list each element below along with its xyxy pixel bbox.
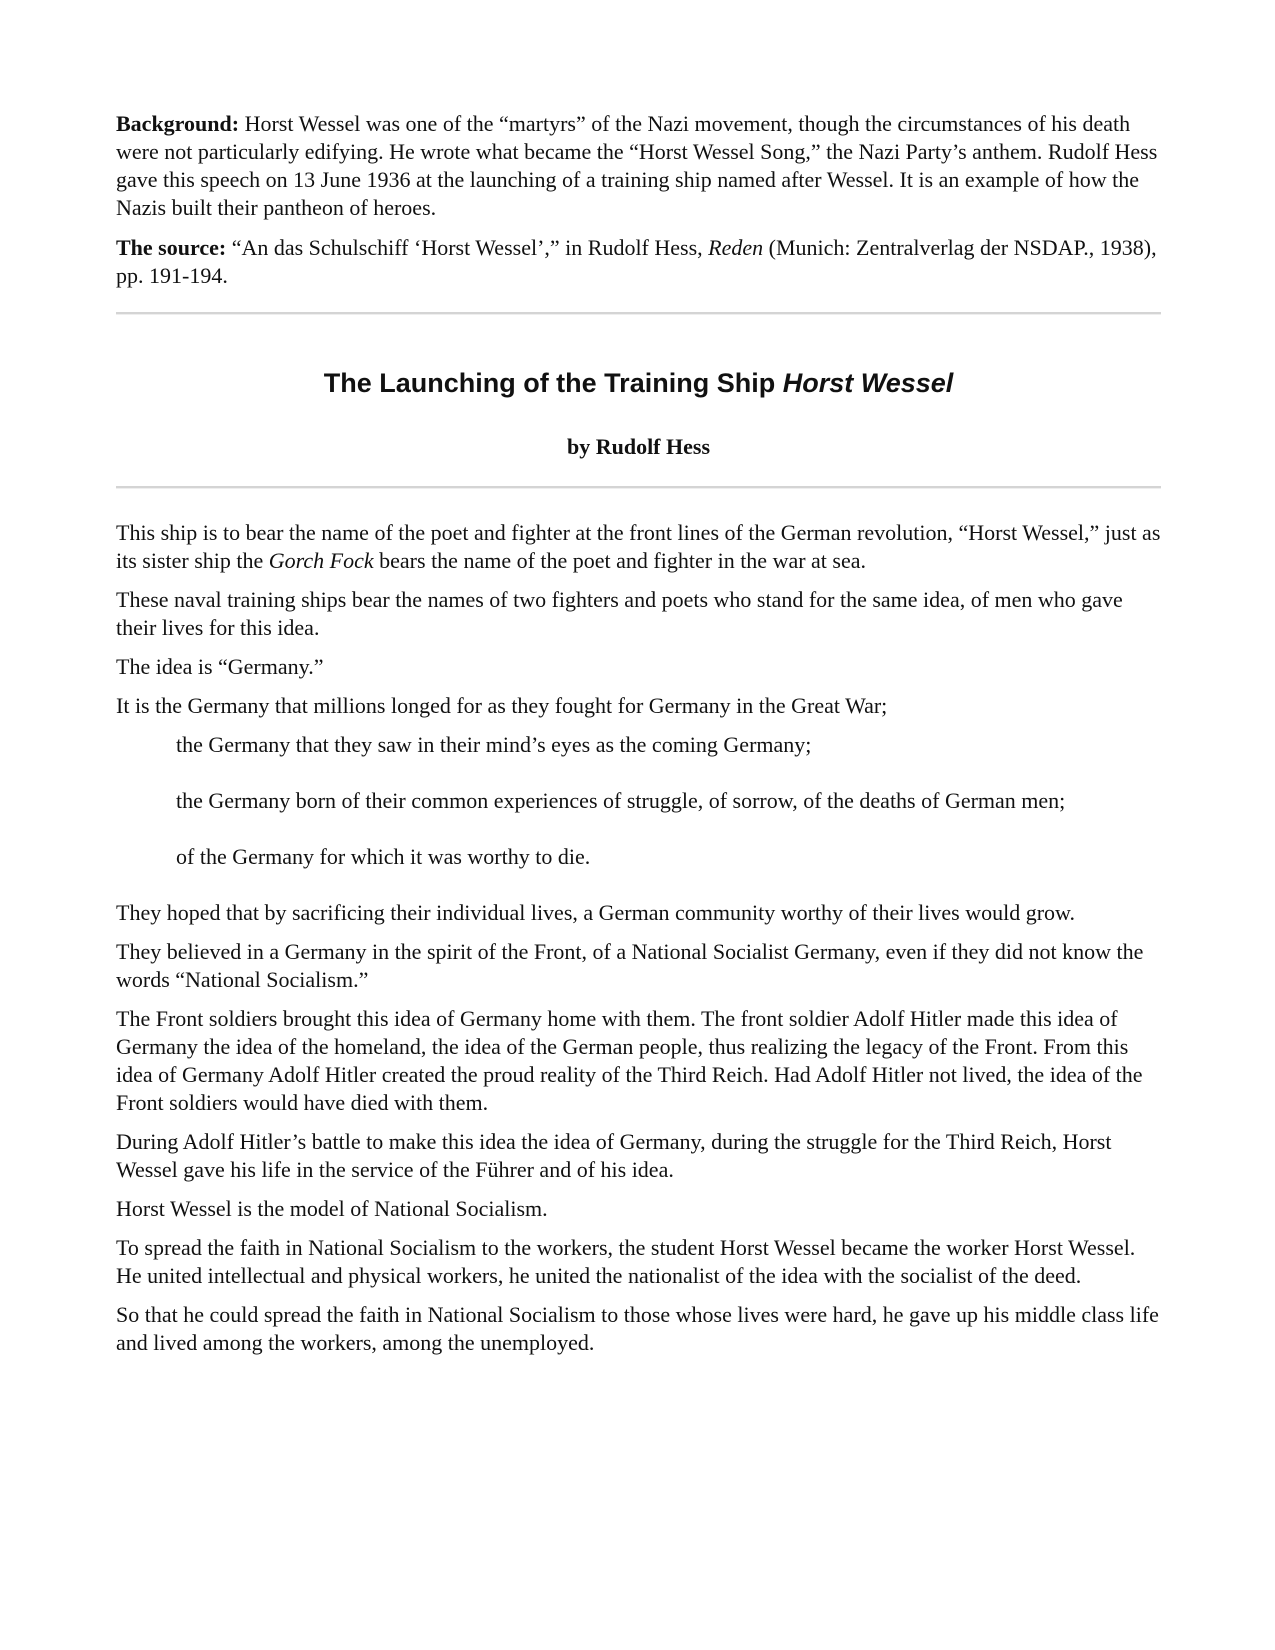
- source-book-title: Reden: [708, 235, 764, 260]
- p1-text-start: This ship is to bear the name of the poet and fighter at the front lines of the German revolution, “Horst Wessel,” just as its sister ship the: [116, 520, 1161, 573]
- body-paragraph-4: It is the Germany that millions longed for as they fought for Germany in the Great War;: [116, 693, 888, 718]
- body-paragraph-6: They believed in a Germany in the spirit of the Front, of a National Socialist Germany, even if they did not know the words “National Socialism.”: [116, 939, 1144, 992]
- indented-block: [176, 731, 1161, 871]
- body-paragraph-3: The idea is “Germany.”: [116, 654, 324, 679]
- byline: by Rudolf Hess: [566, 434, 711, 459]
- source-text-end: (Munich: Zentralverlag der NSDAP., 1938), pp. 191-194.: [116, 235, 1157, 288]
- body-paragraph-1: [116, 519, 1161, 575]
- top-divider: [116, 312, 1161, 315]
- background-paragraph: [116, 110, 1161, 222]
- bottom-divider: [116, 486, 1161, 489]
- background-text: Horst Wessel was one of the “martyrs” of the Nazi movement, though the circumstances of his death were not particularly edifying. He wrote what became the “Horst Wessel Song,” the Nazi Party’s anthem. Rudolf Hess gave this speech on 13 June 1936 at the launching of a training ship named after Wessel. It is an example of how the Nazis built their pantheon of heroes.: [116, 111, 1158, 220]
- speech-body: [116, 519, 1161, 1357]
- indented-line-1: the Germany that they saw in their mind’s eyes as the coming Germany;: [176, 732, 812, 757]
- title-ship-name: Horst Wessel: [782, 368, 954, 398]
- body-paragraph-9: Horst Wessel is the model of National Socialism.: [116, 1196, 548, 1221]
- document-page: [116, 110, 1161, 1368]
- body-paragraph-2: These naval training ships bear the names of two fighters and poets who stand for the same idea, of men who gave their lives for this idea.: [116, 587, 1123, 640]
- source-label: The source:: [116, 235, 227, 260]
- speech-title: [116, 366, 1161, 400]
- p1-text-end: bears the name of the poet and fighter in the war at sea.: [379, 548, 867, 573]
- title-plain: The Launching of the Training Ship: [323, 368, 776, 398]
- background-label: Background:: [116, 111, 240, 136]
- body-paragraph-10: To spread the faith in National Socialism to the workers, the student Horst Wessel became the worker Horst Wessel. He united intellectual and physical workers, he united the nationalist of the idea with the socialist of the deed.: [116, 1235, 1136, 1288]
- source-text-start: “An das Schulschiff ‘Horst Wessel’,” in Rudolf Hess,: [231, 235, 703, 260]
- source-paragraph: [116, 234, 1161, 290]
- p1-ship-name: Gorch Fock: [268, 548, 374, 573]
- body-paragraph-8: During Adolf Hitler’s battle to make this idea the idea of Germany, during the struggle for the Third Reich, Horst Wessel gave his life in the service of the Führer and of his idea.: [116, 1129, 1112, 1182]
- body-paragraph-11: So that he could spread the faith in National Socialism to those whose lives were hard, he gave up his middle class life and lived among the workers, among the unemployed.: [116, 1302, 1159, 1355]
- body-paragraph-7: The Front soldiers brought this idea of Germany home with them. The front soldier Adolf Hitler made this idea of Germany the idea of the homeland, the idea of the German people, thus realizing the legacy of the Front. From this idea of Germany Adolf Hitler created the proud reality of the Third Reich. Had Adolf Hitler not lived, the idea of the Front soldiers would have died with them.: [116, 1006, 1143, 1115]
- body-paragraph-5: They hoped that by sacrificing their individual lives, a German community worthy of their lives would grow.: [116, 900, 1076, 925]
- indented-line-3: of the Germany for which it was worthy to die.: [176, 844, 591, 869]
- indented-line-2: the Germany born of their common experiences of struggle, of sorrow, of the deaths of German men;: [176, 788, 1066, 813]
